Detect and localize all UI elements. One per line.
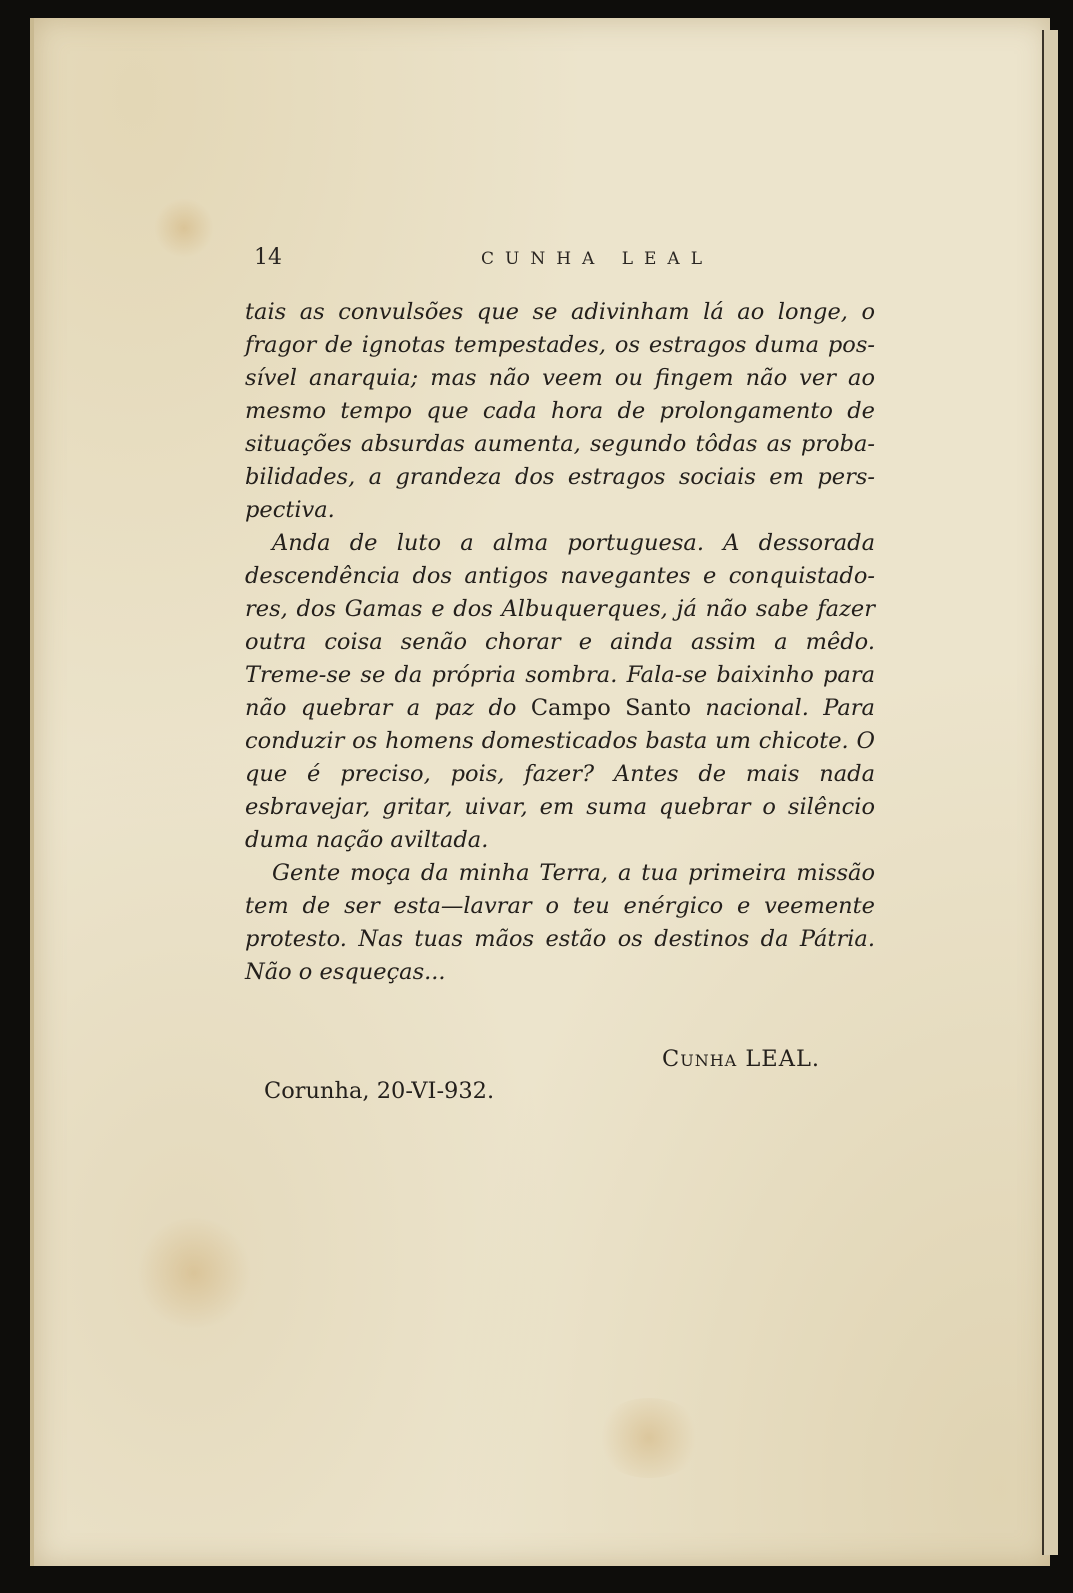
paragraph: tais as convulsões que se adivinham lá ao longe, o fragor de ignotas tempestades, os estragos duma possível anarquia; mas não veem ou fingem não ver ao mesmo tempo que cada hora de prolongamento de situações absurdas aumenta, segundo tôdas as probabilidades, a grandeza dos estragos sociais em perspectiva. bbox=[245, 299, 875, 523]
paper-stain bbox=[134, 1218, 254, 1328]
adjacent-page-edge bbox=[1042, 30, 1058, 1555]
place-name-text: Campo Santo bbox=[530, 695, 692, 721]
place-date: Corunha, 20-VI-932. bbox=[264, 1078, 495, 1104]
author-signature: Cunha LEAL. bbox=[662, 1046, 821, 1072]
paragraph: Gente moça da minha Terra, a tua primeira missão tem de ser esta—lavrar o teu enérgico e veemente protesto. Nas tuas mãos estão os destinos da Pátria. Não o esqueças... bbox=[245, 860, 875, 985]
running-head bbox=[34, 245, 1050, 285]
paragraph bbox=[245, 527, 875, 857]
paper-stain bbox=[594, 1398, 704, 1478]
page-number: 14 bbox=[254, 245, 282, 270]
body-text bbox=[245, 296, 875, 989]
paragraph-text: Anda de luto a alma portuguesa. A dessorada descendência dos antigos navegantes e conquistadores, dos Gamas e dos Albuquerques, já não sabe fazer outra coisa senão chorar e ainda assim a mêdo. Treme-se se da própria sombra. Fala-se baixinho para não quebrar a paz do bbox=[245, 530, 875, 721]
paragraph-text: nacional. Para conduzir os homens domesticados basta um chicote. O que é preciso, pois, fazer? Antes de mais nada esbravejar, gritar, uivar, em suma quebrar o silêncio duma nação aviltada. bbox=[245, 695, 875, 853]
running-title: CUNHA LEAL bbox=[481, 249, 713, 269]
